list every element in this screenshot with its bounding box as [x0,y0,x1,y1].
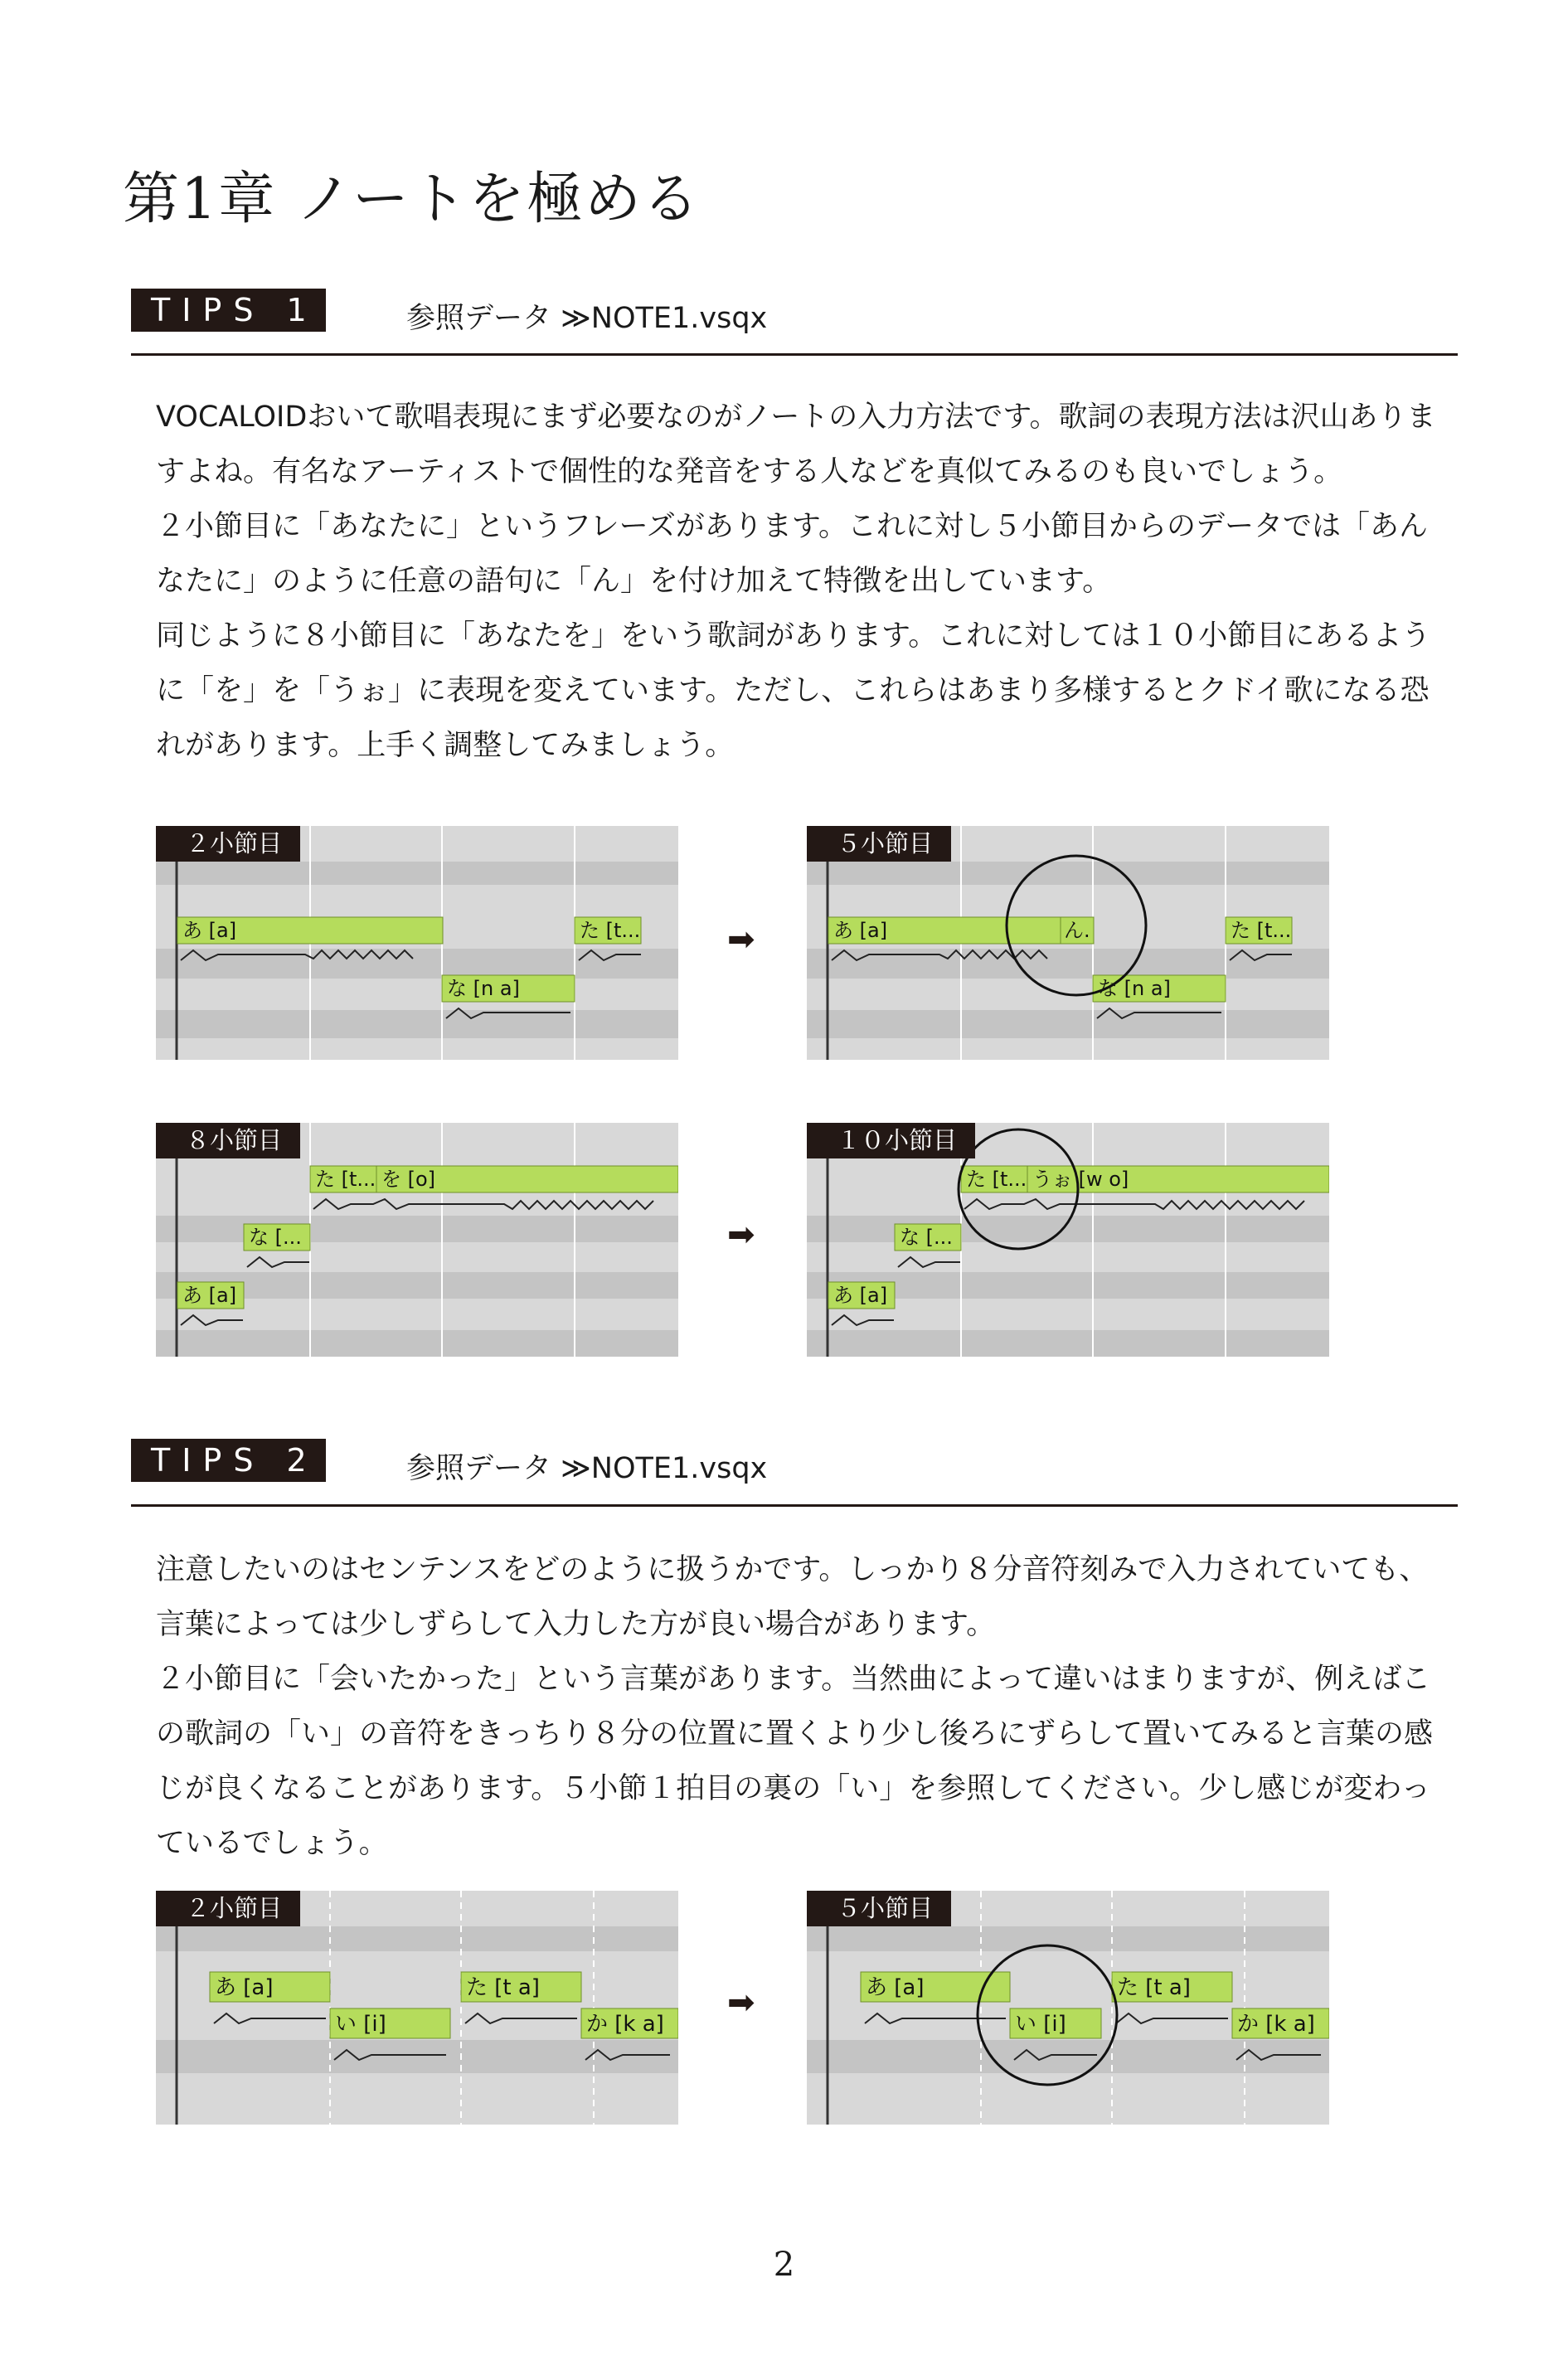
note-label: た [t... [315,1168,376,1191]
tips-2-badge: TIPS 2 [131,1439,326,1482]
piano-roll-screenshot [156,826,678,1060]
arrow-right-icon: ➡ [727,1984,755,2022]
piano-roll-screenshot [156,1123,678,1357]
page-number: 2 [773,2246,795,2284]
note-label: い [i] [1015,2012,1066,2037]
note-label: な [n a] [1098,977,1171,1000]
tips-2-body [156,1542,1449,1871]
note-label: あ [a] [182,919,237,942]
chapter-title: 第1章 ノートを極める [123,167,701,232]
note-label: あ [a] [866,1975,925,2000]
piano-roll-screenshot [807,826,1329,1060]
note-label: あ [a] [215,1975,274,2000]
tips-1-reference: 参照データ ≫NOTE1.vsqx [406,302,768,335]
tips-2-reference: 参照データ ≫NOTE1.vsqx [406,1452,768,1485]
paragraph: ２小節目に「あなたに」というフレーズがあります。これに対し５小節目からのデータでは「あんなたに」のように任意の語句に「ん」を付け加えて特徴を出しています。 [156,510,1429,598]
note-label: な [... [900,1226,953,1249]
piano-roll-screenshot [156,1891,678,2125]
note-label: か [k a] [586,2012,664,2037]
tips-1-badge: TIPS 1 [131,289,326,332]
note-label: か [k a] [1237,2012,1315,2037]
note-label: を [o] [381,1168,436,1191]
note-label: な [n a] [447,977,520,1000]
note-label: ん. [1064,919,1090,942]
measure-label: ２小節目 [156,1891,300,1926]
note-label: うぉ [w o] [1032,1168,1129,1191]
section-divider [131,1504,1458,1507]
piano-roll-screenshot [807,1123,1329,1357]
paragraph: VOCALOIDおいて歌唱表現にまず必要なのがノートの入力方法です。歌詞の表現方法は沢山ありますよね。有名なアーティストで個性的な発音をする人などを真似てみるのも良いでしょう。 [156,401,1436,488]
piano-roll-screenshot [807,1891,1329,2125]
note-label: た [t... [966,1168,1027,1191]
measure-label: ５小節目 [807,826,951,862]
arrow-right-icon: ➡ [727,1216,755,1254]
paragraph: 同じように８小節目に「あなたを」をいう歌詞があります。これに対しては１０小節目にあるように「を」を「うぉ」に表現を変えています。ただし、これらはあまり多様するとクドイ歌になる恐れがあります。上手く調整してみましょう。 [156,619,1431,762]
note-label: た [t... [1231,919,1292,942]
paragraph: 注意したいのはセンテンスをどのように扱うかです。しっかり８分音符刻みで入力されていても、言葉によっては少しずらして入力した方が良い場合があります。 [156,1553,1429,1641]
note-label: た [t a] [1117,1975,1191,2000]
note-label: た [t... [580,919,641,942]
note-label: あ [a] [833,919,888,942]
section-divider [131,353,1458,356]
note-label: あ [a] [833,1284,888,1307]
paragraph: ２小節目に「会いたかった」という言葉があります。当然曲によって違いはまりますが、例えばこの歌詞の「い」の音符をきっちり８分の位置に置くより少し後ろにずらして置いてみると言葉の感じが良くなることがあります。５小節１拍目の裏の「い」を参照してください。少し感じが変わっているでしょう。 [156,1663,1434,1860]
arrow-right-icon: ➡ [727,920,755,959]
measure-label: ８小節目 [156,1123,300,1158]
note-label: い [i] [335,2012,386,2037]
measure-label: ５小節目 [807,1891,951,1926]
note-label: た [t a] [466,1975,540,2000]
tips-1-body [156,390,1449,773]
note-label: あ [a] [182,1284,237,1307]
note-label: な [... [249,1226,302,1249]
measure-label: １０小節目 [807,1123,975,1158]
measure-label: ２小節目 [156,826,300,862]
